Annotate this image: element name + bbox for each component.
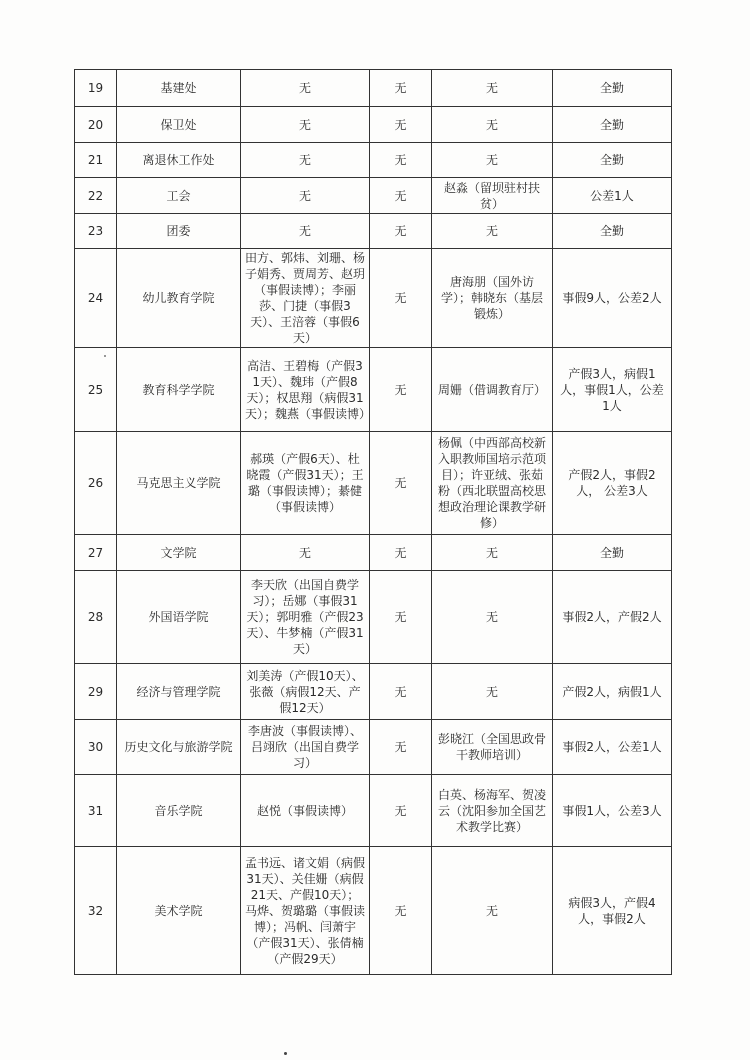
row-number: 27	[75, 535, 117, 571]
department-cell: 马克思主义学院	[117, 432, 241, 535]
business-trip-cell: 无	[432, 535, 553, 571]
department-cell: 幼儿教育学院	[117, 249, 241, 348]
leave-cell: 田方、郭炜、刘珊、杨子娟秀、贾周芳、赵玥（事假读博）；李丽莎、门捷（事假3天）、王涪蓉（事假6天）	[241, 249, 370, 348]
department-cell: 基建处	[117, 70, 241, 107]
attendance-table	[74, 69, 672, 975]
row-number: 25	[75, 348, 117, 432]
absence-cell: 无	[370, 214, 432, 249]
business-trip-cell: 周姗（借调教育厅）	[432, 348, 553, 432]
row-number: 32	[75, 847, 117, 975]
leave-cell: 无	[241, 535, 370, 571]
table-row	[75, 348, 672, 432]
absence-cell: 无	[370, 432, 432, 535]
absence-cell: 无	[370, 143, 432, 178]
table-row	[75, 70, 672, 107]
department-cell: 经济与管理学院	[117, 664, 241, 720]
summary-cell: 产假2人，病假1人	[553, 664, 672, 720]
leave-cell: 高洁、王碧梅（产假31天）、魏玮（产假8天）；权思翔（病假31天）；魏燕（事假读博）	[241, 348, 370, 432]
absence-cell: 无	[370, 535, 432, 571]
department-cell: 工会	[117, 178, 241, 214]
row-number: 31	[75, 775, 117, 847]
business-trip-cell: 彭晓江（全国思政骨干教师培训）	[432, 720, 553, 775]
business-trip-cell: 白英、杨海军、贺凌云（沈阳参加全国艺术教学比赛）	[432, 775, 553, 847]
leave-cell: 无	[241, 107, 370, 143]
leave-cell: 无	[241, 214, 370, 249]
leave-cell: 郝瑛（产假6天）、杜晓霞（产假31天）；王璐（事假读博）；綦健（事假读博）	[241, 432, 370, 535]
business-trip-cell: 杨佩（中西部高校新入职教师国培示范项目）；许亚绒、张茹粉（西北联盟高校思想政治理论课教学研修）	[432, 432, 553, 535]
row-number: 30	[75, 720, 117, 775]
leave-cell: 李天欣（出国自费学习）；岳娜（事假31天）；郭明雅（产假23天）、牛梦楠（产假31天）	[241, 571, 370, 664]
absence-cell: 无	[370, 847, 432, 975]
table-row	[75, 535, 672, 571]
absence-cell: 无	[370, 249, 432, 348]
leave-cell: 刘美涛（产假10天）、张薇（病假12天、产假12天）	[241, 664, 370, 720]
row-number: 22	[75, 178, 117, 214]
row-number: 24	[75, 249, 117, 348]
row-number: 26	[75, 432, 117, 535]
table-row	[75, 664, 672, 720]
scan-speck	[104, 355, 106, 357]
business-trip-cell: 无	[432, 571, 553, 664]
table-row	[75, 107, 672, 143]
business-trip-cell: 唐海朋（国外访学）；韩晓东（基层锻炼）	[432, 249, 553, 348]
table-row	[75, 847, 672, 975]
absence-cell: 无	[370, 70, 432, 107]
department-cell: 文学院	[117, 535, 241, 571]
leave-cell: 无	[241, 178, 370, 214]
summary-cell: 事假9人，公差2人	[553, 249, 672, 348]
summary-cell: 全勤	[553, 143, 672, 178]
department-cell: 外国语学院	[117, 571, 241, 664]
row-number: 23	[75, 214, 117, 249]
department-cell: 保卫处	[117, 107, 241, 143]
row-number: 19	[75, 70, 117, 107]
summary-cell: 全勤	[553, 70, 672, 107]
business-trip-cell: 无	[432, 107, 553, 143]
absence-cell: 无	[370, 107, 432, 143]
summary-cell: 病假3人，产假4人，事假2人	[553, 847, 672, 975]
row-number: 29	[75, 664, 117, 720]
table-row	[75, 432, 672, 535]
summary-cell: 全勤	[553, 107, 672, 143]
summary-cell: 全勤	[553, 535, 672, 571]
business-trip-cell: 无	[432, 664, 553, 720]
absence-cell: 无	[370, 720, 432, 775]
absence-cell: 无	[370, 664, 432, 720]
leave-cell: 赵悦（事假读博）	[241, 775, 370, 847]
business-trip-cell: 无	[432, 214, 553, 249]
table-row	[75, 720, 672, 775]
leave-cell: 无	[241, 143, 370, 178]
business-trip-cell: 无	[432, 70, 553, 107]
row-number: 20	[75, 107, 117, 143]
absence-cell: 无	[370, 348, 432, 432]
leave-cell: 孟书远、诸文娟（病假31天）、关佳姗（病假21天、产假10天）；马烨、贺璐璐（事假读博）；冯帆、闫萧宇（产假31天）、张倩楠（产假29天）	[241, 847, 370, 975]
business-trip-cell: 赵淼（留坝驻村扶贫）	[432, 178, 553, 214]
scan-speck	[284, 1052, 287, 1055]
summary-cell: 公差1人	[553, 178, 672, 214]
department-cell: 历史文化与旅游学院	[117, 720, 241, 775]
summary-cell: 事假2人，产假2人	[553, 571, 672, 664]
absence-cell: 无	[370, 571, 432, 664]
table-row	[75, 143, 672, 178]
leave-cell: 李唐波（事假读博）、吕翊欣（出国自费学习）	[241, 720, 370, 775]
department-cell: 离退休工作处	[117, 143, 241, 178]
table-row	[75, 571, 672, 664]
business-trip-cell: 无	[432, 143, 553, 178]
summary-cell: 事假2人，公差1人	[553, 720, 672, 775]
summary-cell: 全勤	[553, 214, 672, 249]
table-row	[75, 249, 672, 348]
department-cell: 团委	[117, 214, 241, 249]
summary-cell: 产假2人，事假2人， 公差3人	[553, 432, 672, 535]
summary-cell: 事假1人，公差3人	[553, 775, 672, 847]
department-cell: 美术学院	[117, 847, 241, 975]
table-row	[75, 775, 672, 847]
business-trip-cell: 无	[432, 847, 553, 975]
row-number: 28	[75, 571, 117, 664]
summary-cell: 产假3人，病假1人，事假1人，公差1人	[553, 348, 672, 432]
leave-cell: 无	[241, 70, 370, 107]
absence-cell: 无	[370, 775, 432, 847]
department-cell: 音乐学院	[117, 775, 241, 847]
row-number: 21	[75, 143, 117, 178]
table-row	[75, 214, 672, 249]
department-cell: 教育科学学院	[117, 348, 241, 432]
absence-cell: 无	[370, 178, 432, 214]
table-row	[75, 178, 672, 214]
